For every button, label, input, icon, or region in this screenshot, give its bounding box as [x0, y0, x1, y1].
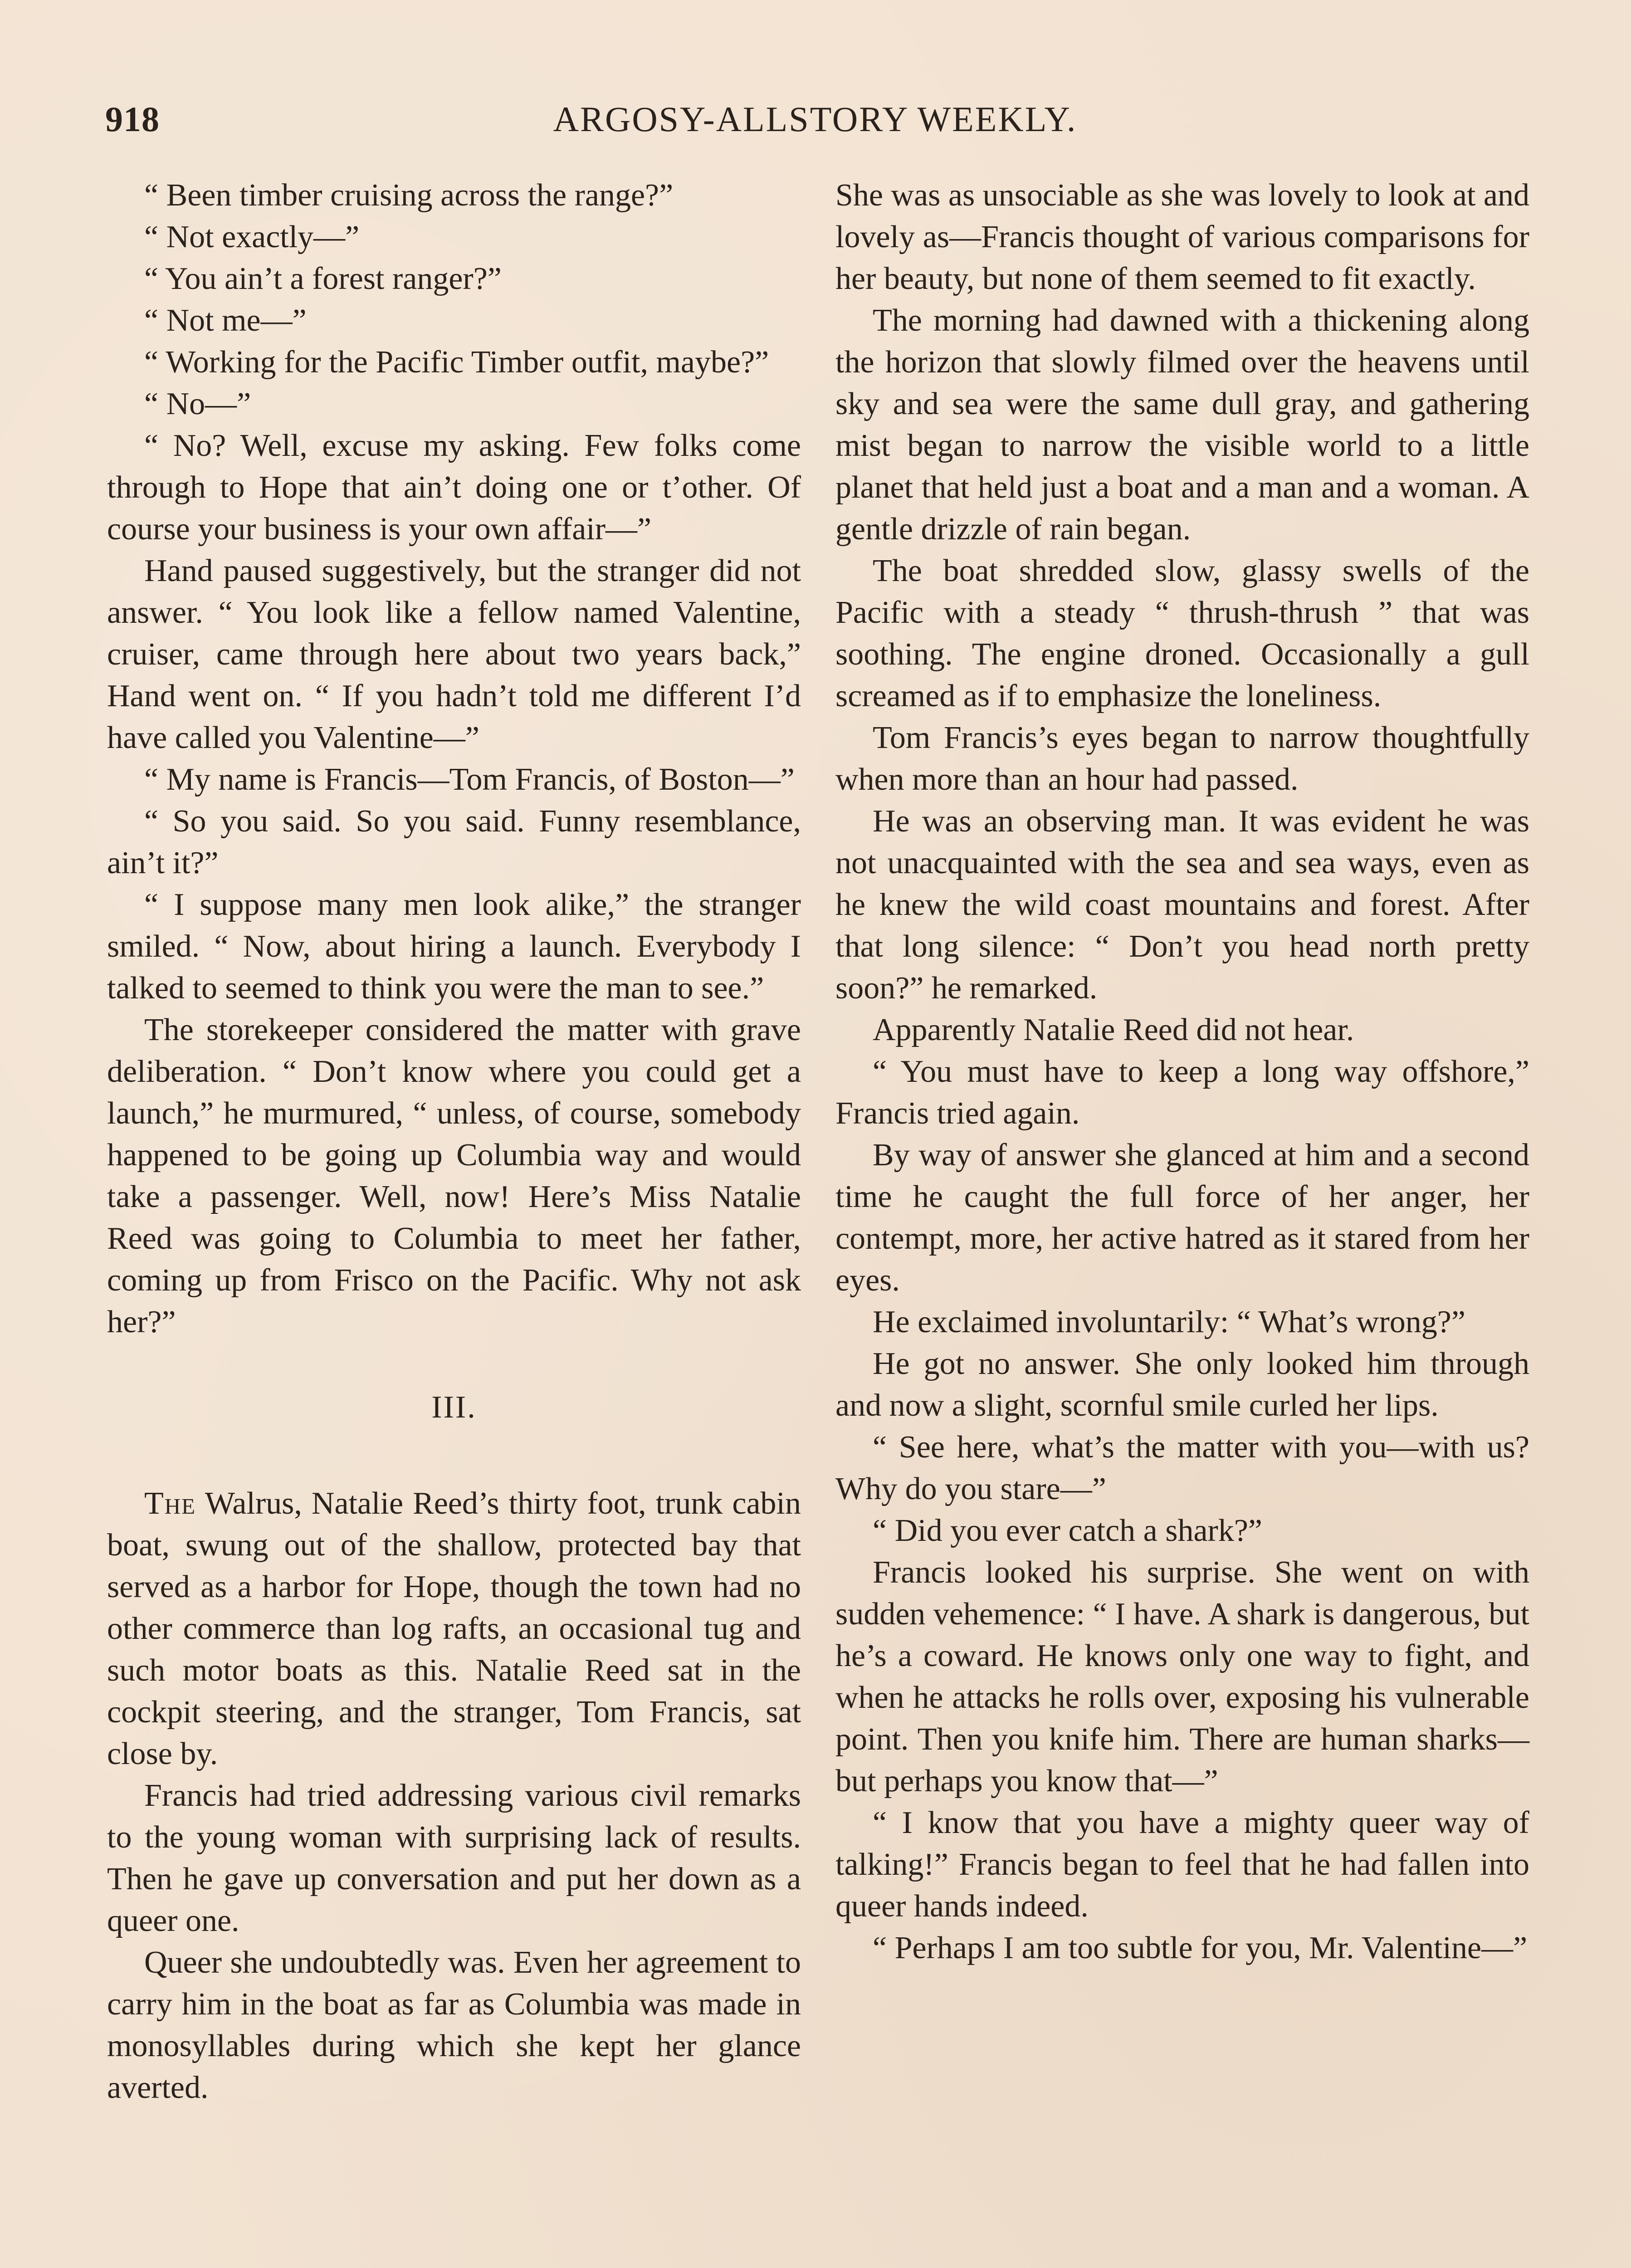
- paragraph: “ See here, what’s the matter with you—with us? Why do you stare—”: [835, 1430, 1529, 1506]
- paragraph: “ You must have to keep a long way offshore,” Francis tried again.: [835, 1054, 1529, 1131]
- page-number: 918: [105, 99, 160, 139]
- paragraph: Hand paused suggestively, but the stranger did not answer. “ You look like a fellow named Valentine, cruiser, came through here about two years back,” Hand went on. “ If you hadn’t told me different I’d have called you Valentine—”: [107, 553, 801, 755]
- paragraph: “ You ain’t a forest ranger?”: [144, 261, 502, 296]
- paragraph: Queer she undoubtedly was. Even her agreement to carry him in the boat as far as Columbia was made in monosyllables during which she kept her glance averted.: [107, 1945, 801, 2105]
- paragraph: “ Working for the Pacific Timber outfit, maybe?”: [144, 345, 769, 380]
- section-first-word: The: [144, 1486, 196, 1521]
- left-column: [107, 175, 801, 2109]
- paragraph: “ No? Well, excuse my asking. Few folks come through to Hope that ain’t doing one or t’other. Of course your business is your own affair—”: [107, 428, 801, 547]
- right-column: [835, 175, 1529, 1969]
- paragraph: The morning had dawned with a thickening along the horizon that slowly filmed over the heavens until sky and sea were the same dull gray, and gathering mist began to narrow the visible world to a little planet that held just a boat and a man and a woman. A gentle drizzle of rain began.: [835, 303, 1529, 547]
- paragraph: The storekeeper considered the matter with grave deliberation. “ Don’t know where you could get a launch,” he murmured, “ unless, of course, somebody happened to be going up Columbia way and would take a passenger. Well, now! Here’s Miss Natalie Reed was going to Columbia to meet her father, coming up from Frisco on the Pacific. Why not ask her?”: [107, 1012, 801, 1339]
- paragraph: The boat shredded slow, glassy swells of the Pacific with a steady “ thrush-thrush ” that was soothing. The engine droned. Occasionally a gull screamed as if to emphasize the loneliness.: [835, 553, 1529, 714]
- section-first-paragraph: [107, 1483, 801, 1775]
- continuation-paragraph: She was as unsociable as she was lovely to look at and lovely as—Francis thought of various comparisons for her beauty, but none of them seemed to fit exactly.: [835, 178, 1529, 296]
- paragraph: He got no answer. She only looked him through and now a slight, scornful smile curled her lips.: [835, 1346, 1529, 1423]
- paragraph: Francis looked his surprise. She went on with sudden vehemence: “ I have. A shark is dangerous, but he’s a coward. He knows only one way to fight, and when he attacks he rolls over, exposing his vulnerable point. Then you knife him. There are human sharks—but perhaps you know that—”: [835, 1555, 1529, 1799]
- page-header: [105, 99, 1525, 149]
- paragraph: “ My name is Francis—Tom Francis, of Boston—”: [144, 762, 795, 797]
- running-head: ARGOSY-ALLSTORY WEEKLY.: [553, 99, 1077, 139]
- left-paragraphs-after: [107, 1775, 801, 2109]
- section-first-paragraph-text: Walrus, Natalie Reed’s thirty foot, trunk cabin boat, swung out of the shallow, protected bay that served as a harbor for Hope, though the town had no other commerce than log rafts, an occasional tug and such motor boats as this. Natalie Reed sat in the cockpit steering, and the stranger, Tom Francis, sat close by.: [107, 1486, 801, 1771]
- paragraph: Tom Francis’s eyes began to narrow thoughtfully when more than an hour had passed.: [835, 720, 1529, 797]
- paragraph: “ Perhaps I am too subtle for you, Mr. Valentine—”: [873, 1931, 1528, 1965]
- right-paragraphs: [835, 300, 1529, 1969]
- paragraph: “ Did you ever catch a shark?”: [873, 1513, 1263, 1548]
- section-heading: III.: [431, 1390, 477, 1425]
- paragraph: Francis had tried addressing various civil remarks to the young woman with surprising lack of results. Then he gave up conversation and put her down as a queer one.: [107, 1778, 801, 1938]
- paragraph: “ Been timber cruising across the range?”: [144, 178, 674, 213]
- paragraph: “ No—”: [144, 386, 251, 421]
- paragraph: By way of answer she glanced at him and a second time he caught the full force of her anger, her contempt, more, her active hatred as it stared from her eyes.: [835, 1138, 1529, 1298]
- paragraph: “ I suppose many men look alike,” the stranger smiled. “ Now, about hiring a launch. Everybody I talked to seemed to think you were the man to see.”: [107, 887, 801, 1006]
- paragraph: “ So you said. So you said. Funny resemblance, ain’t it?”: [107, 804, 801, 880]
- paragraph: He was an observing man. It was evident he was not unacquainted with the sea and sea ways, even as he knew the wild coast mountains and forest. After that long silence: “ Don’t you head north pretty soon?” he remarked.: [835, 804, 1529, 1006]
- left-paragraphs-before: [107, 175, 801, 1343]
- paragraph: Apparently Natalie Reed did not hear.: [873, 1012, 1354, 1047]
- paragraph: “ Not me—”: [144, 303, 307, 338]
- paragraph: “ I know that you have a mighty queer way of talking!” Francis began to feel that he had fallen into queer hands indeed.: [835, 1805, 1529, 1924]
- paragraph: “ Not exactly—”: [144, 220, 360, 254]
- paragraph: He exclaimed involuntarily: “ What’s wrong?”: [873, 1305, 1465, 1339]
